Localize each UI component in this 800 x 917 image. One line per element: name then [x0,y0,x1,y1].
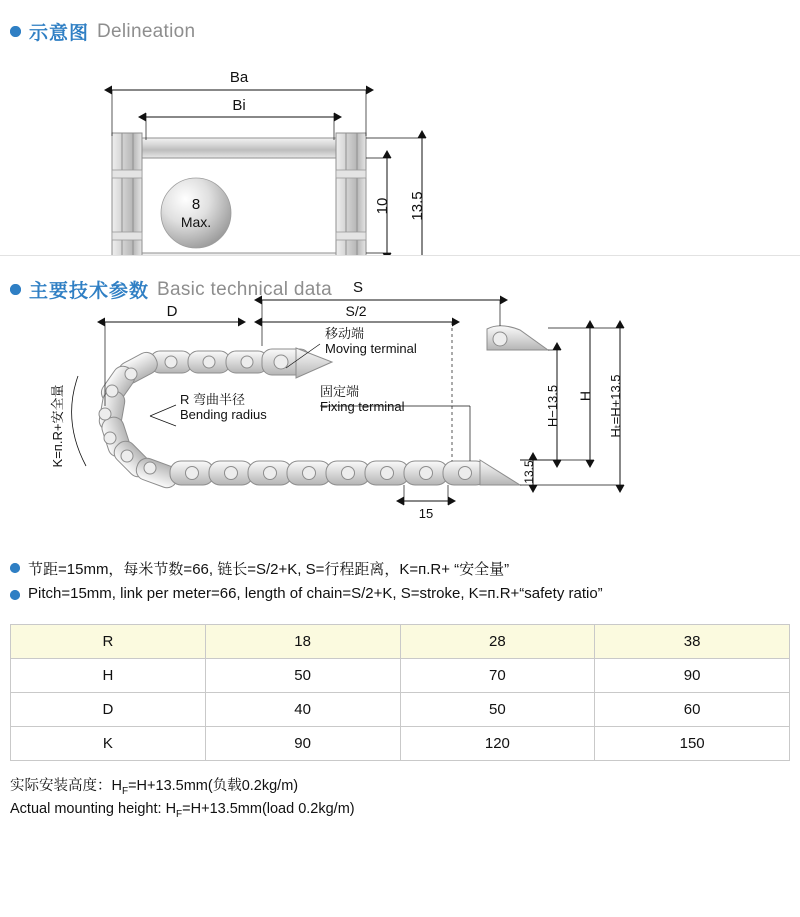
table-header-cell: 18 [205,625,400,659]
table-row [11,727,790,761]
table-cell: 90 [595,659,790,693]
note-text-en: Pitch=15mm, link per meter=66, length of chain=S/2+K, S=stroke, K=п.R+“safety ratio” [28,585,603,602]
table-cell: K [11,727,206,761]
dimension-s-half: S/2 [345,303,367,319]
formula-k: K=п.R+安全量 [50,384,65,468]
mounting-height-cn-post: =H+13.5mm(负载0.2kg/m) [128,778,299,794]
note-item [10,558,800,579]
table-cell: 40 [205,693,400,727]
note-text-cn: 节距=15mm，每米节数=66, 链长=S/2+K, S=行程距离，K=п.R+ “安全量” [28,561,510,578]
table-header-cell: 28 [400,625,595,659]
mounting-height-en-post: =H+13.5mm(load 0.2kg/m) [182,800,355,817]
technical-section [0,256,800,546]
technical-drawing [0,256,800,546]
mounting-height-en-pre: Actual mounting height: H [10,800,177,817]
dimension-d: D [166,303,178,320]
technical-data-table [10,624,790,761]
note-item [10,585,800,602]
table-row [11,659,790,693]
table-cell: 150 [595,727,790,761]
mounting-height-en [10,801,800,820]
bullet-icon [10,590,20,600]
table-cell: 90 [205,727,400,761]
dimension-13-5: 13.5 [409,191,426,221]
mounting-height-cn-pre: 实际安装高度：H [10,778,122,794]
footer-notes [0,761,800,820]
bending-radius-cn: R 弯曲半径 [180,392,246,407]
table-cell: D [11,693,206,727]
delineation-title-cn: 示意图 [29,23,90,44]
dimension-small-135: 13.5 [522,460,536,484]
delineation-section [0,0,800,255]
dimension-10: 10 [374,197,391,215]
dimension-h: H [577,390,593,402]
delineation-title-en: Delineation [97,20,196,42]
mounting-height-en-sub: F [176,808,183,820]
ball-max-label: Max. [180,214,212,230]
table-header-cell: R [11,625,206,659]
ball-size-label: 8 [191,196,201,213]
technical-title-cn: 主要技术参数 [29,281,150,302]
table-cell: 60 [595,693,790,727]
table-cell: 120 [400,727,595,761]
dimension-pitch: 15 [418,506,434,521]
dimension-s: S [352,279,364,296]
table-cell: H [11,659,206,693]
technical-title-en: Basic technical data [157,278,333,300]
dimension-bi: Bi [232,97,246,114]
table-cell: 50 [205,659,400,693]
table-cell: 70 [400,659,595,693]
bullet-icon [10,563,20,573]
moving-terminal-cn: 移动端 [325,326,365,341]
fixing-terminal-cn: 固定端 [320,384,360,399]
mounting-height-cn [10,774,800,797]
dimension-hf: Hₜ=H+13.5 [608,374,623,438]
table-cell: 50 [400,693,595,727]
delineation-drawing [0,0,800,255]
fixing-terminal-en: Fixing terminal [320,399,405,414]
moving-terminal-en: Moving terminal [325,341,417,356]
dimension-h-minus: H−13.5 [545,384,560,428]
bending-radius-en: Bending radius [180,407,267,422]
mounting-height-cn-sub: F [121,785,129,797]
dimension-ba: Ba [229,69,249,86]
notes-list [0,546,800,612]
table-row [11,693,790,727]
table-header-cell: 38 [595,625,790,659]
table-header-row [11,625,790,659]
